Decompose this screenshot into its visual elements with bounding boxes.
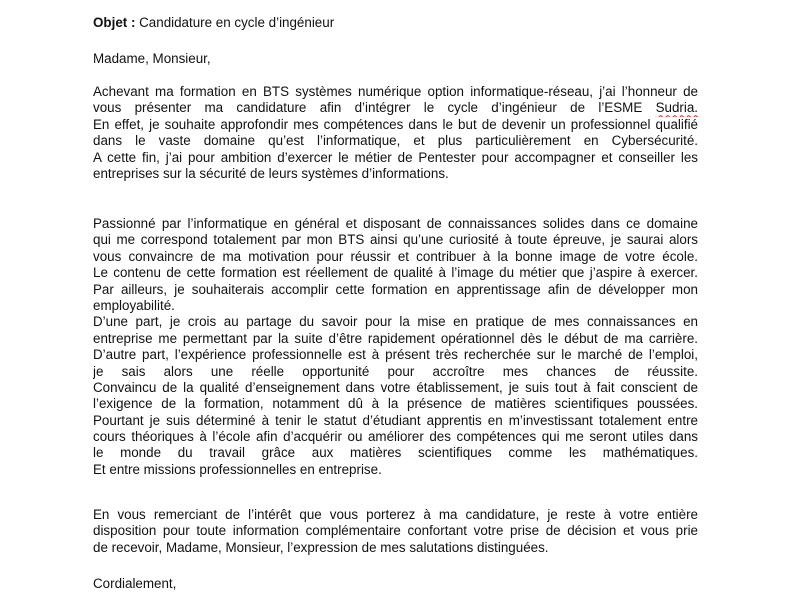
paragraph-line: je sais alors une réelle opportunité pour accroître mes chances de réussite. (93, 363, 698, 379)
paragraph-intro (93, 84, 698, 182)
paragraph-line: cours théoriques à l’école afin d’acquérir ou améliorer des compétences qui me seront utiles dans (93, 429, 698, 445)
paragraph-line: vous convaincre de ma motivation pour réussir et contribuer à la bonne image de votre école. (93, 248, 698, 264)
paragraph-line: A cette fin, j’ai pour ambition d’exercer le métier de Pentester pour accompagner et conseiller les (93, 149, 698, 165)
paragraph-line: En vous remerciant de l’intérêt que vous porterez à ma candidature, je reste à votre entière (93, 507, 698, 522)
paragraph-line: D’autre part, l’expérience professionnelle est à présent très recherchée sur le marché de l’emploi, (93, 347, 698, 363)
paragraph-line: Achevant ma formation en BTS systèmes numérique option informatique-réseau, j’ai l’honneur de (93, 84, 698, 99)
paragraph-closing (93, 507, 698, 556)
paragraph-line: En effet, je souhaite approfondir mes compétences dans le but de devenir un professionnel qualifié (93, 116, 698, 132)
paragraph-line: de recevoir, Madame, Monsieur, l’expression de mes salutations distinguées. (93, 539, 549, 555)
paragraph-line: Par ailleurs, je souhaiterais accomplir cette formation en apprentissage afin de développer mon (93, 281, 698, 297)
paragraph-line: entreprises sur la sécurité de leurs systèmes d’informations. (93, 165, 449, 181)
paragraph-line: D’une part, je crois au partage du savoir pour la mise en pratique de mes connaissances en (93, 314, 698, 330)
paragraph-line: le monde du travail grâce aux matières scientifiques comme les mathématiques. (93, 445, 698, 461)
paragraph-line: Passionné par l’informatique en général et disposant de connaissances solides dans ce domaine (93, 216, 698, 231)
paragraph-line: disposition pour toute information complémentaire confortant votre prise de décision et vous prie (93, 523, 698, 539)
subject-line (93, 14, 334, 32)
paragraph-line-text: vous présenter ma candidature afin d’intégrer le cycle d’ingénieur de l’ESME (93, 100, 656, 116)
paragraph-line: l’exigence de la formation, notamment dû à la présence de matières scientifiques poussées. (93, 396, 698, 412)
misspelled-word[interactable]: Sudria. (655, 100, 698, 116)
subject-label: Objet : (93, 15, 136, 30)
paragraph-motivation (93, 216, 698, 478)
paragraph-line: entreprise me permettant par la suite d’être rapidement opérationnel dès le début de ma carrière. (93, 330, 698, 346)
paragraph-line: dans le vaste domaine qu’est l’informatique, et plus particulièrement en Cybersécurité. (93, 133, 698, 149)
paragraph-line: Convaincu de la qualité d’enseignement dans votre établissement, je suis tout à fait conscient de (93, 379, 698, 395)
paragraph-line: employabilité. (93, 297, 175, 313)
paragraph-line: Et entre missions professionnelles en entreprise. (93, 461, 382, 477)
closing-line: Cordialement, (93, 576, 177, 591)
subject-text: Candidature en cycle d’ingénieur (135, 15, 335, 30)
paragraph-line: qui me correspond totalement par mon BTS ainsi qu’une curiosité à toute épreuve, je saurai alors (93, 232, 698, 248)
salutation: Madame, Monsieur, (93, 51, 211, 66)
paragraph-line: Pourtant je suis déterminé à tenir le statut d’étudiant apprentis en m’investissant totalement entre (93, 412, 698, 428)
paragraph-line (93, 100, 698, 116)
paragraph-line: Le contenu de cette formation est réellement de qualité à l’image du métier que j’aspire à exercer. (93, 265, 698, 281)
